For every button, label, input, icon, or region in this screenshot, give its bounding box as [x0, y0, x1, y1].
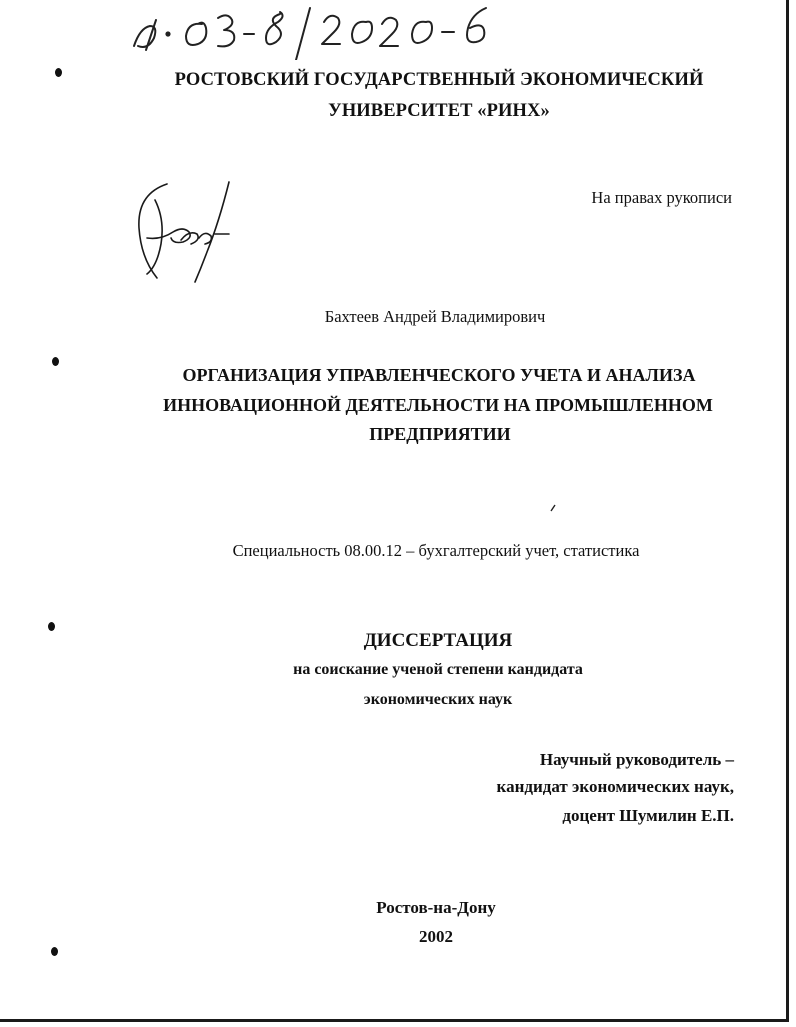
specialty: Специальность 08.00.12 – бухгалтерский учет, статистика [232, 541, 640, 560]
degree-line1: на соискание ученой степени кандидата [293, 661, 583, 678]
supervisor-line3: доцент Шумилин Е.П. [562, 806, 734, 825]
author-signature [125, 178, 235, 290]
handwritten-archive-number [120, 0, 500, 60]
dissertation-title-line3: ПРЕДПРИЯТИИ [369, 424, 511, 444]
supervisor-line2: кандидат экономических наук, [496, 777, 734, 796]
page-border-right [786, 0, 789, 1022]
author-name: Бахтеев Андрей Владимирович [324, 307, 546, 326]
city: Ростов-на-Дону [376, 898, 496, 917]
university-name-line1: РОСТОВСКИЙ ГОСУДАРСТВЕННЫЙ ЭКОНОМИЧЕСКИЙ [174, 70, 704, 90]
dissertation-heading: ДИССЕРТАЦИЯ [363, 630, 513, 651]
university-name-line2: УНИВЕРСИТЕТ «РИНХ» [328, 101, 550, 121]
dissertation-title-line2: ИННОВАЦИОННОЙ ДЕЯТЕЛЬНОСТИ НА ПРОМЫШЛЕННОМ [163, 395, 713, 415]
manuscript-rights: На правах рукописи [591, 188, 732, 207]
degree-line2: экономических наук [363, 691, 513, 708]
dissertation-title-line1: ОРГАНИЗАЦИЯ УПРАВЛЕНЧЕСКОГО УЧЕТА И АНАЛИЗА [182, 365, 696, 385]
supervisor-line1: Научный руководитель – [539, 750, 734, 769]
pen-mark [549, 504, 557, 512]
margin-mark [51, 947, 58, 956]
page-border-bottom [0, 1019, 789, 1022]
year: 2002 [419, 927, 453, 946]
